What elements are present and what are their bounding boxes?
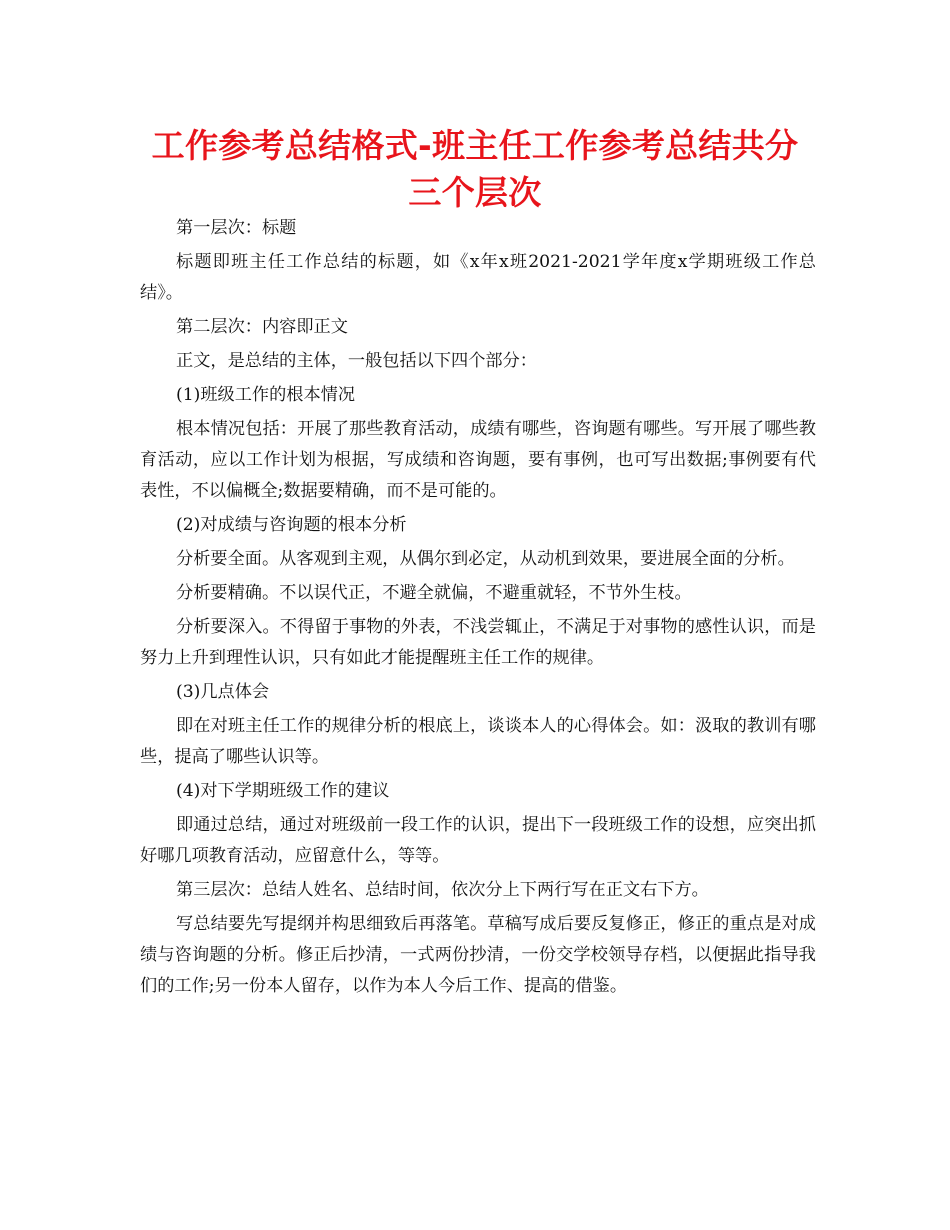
subheading-analysis: (2)对成绩与咨询题的根本分析 xyxy=(176,515,407,535)
paragraph-analysis-comprehensive: 分析要全面。从客观到主观，从偶尔到必定，从动机到效果，要进展全面的分析。 xyxy=(176,549,795,569)
paragraph-analysis-accurate: 分析要精确。不以误代正，不避全就偏，不避重就轻，不节外生枝。 xyxy=(176,583,692,603)
paragraph-body-intro: 正文，是总结的主体，一般包括以下四个部分： xyxy=(176,351,537,371)
subheading-experience: (3)几点体会 xyxy=(176,682,270,702)
heading-level-1: 第一层次：标题 xyxy=(176,218,297,238)
paragraph-experience: 即在对班主任工作的规律分析的根底上，谈谈本人的心得体会。如：汲取的教训有哪些，提高了哪些认识等。 xyxy=(140,716,816,767)
heading-level-3: 第三层次：总结人姓名、总结时间，依次分上下两行写在正文右下方。 xyxy=(176,880,709,900)
document-title: 工作参考总结格式-班主任工作参考总结共分三个层次 xyxy=(151,126,799,212)
subheading-basic-situation: (1)班级工作的根本情况 xyxy=(176,385,356,405)
paragraph-analysis-deep: 分析要深入。不得留于事物的外表，不浅尝辄止，不满足于对事物的感性认识，而是努力上升到理性认识，只有如此才能提醒班主任工作的规律。 xyxy=(140,617,816,668)
heading-level-2: 第二层次：内容即正文 xyxy=(176,317,348,337)
document-body xyxy=(140,213,816,1005)
paragraph-suggestions: 即通过总结，通过对班级前一段工作的认识，提出下一段班级工作的设想，应突出抓好哪几项教育活动，应留意什么，等等。 xyxy=(140,815,816,866)
paragraph-title-explanation: 标题即班主任工作总结的标题，如《x年x班2021-2021学年度x学期班级工作总结》。 xyxy=(140,252,816,303)
paragraph-writing-advice: 写总结要先写提纲并构思细致后再落笔。草稿写成后要反复修正，修正的重点是对成绩与咨询题的分析。修正后抄清，一式两份抄清，一份交学校领导存档，以便据此指导我们的工作;另一份本人留存，以作为本人今后工作、提高的借鉴。 xyxy=(140,914,816,996)
subheading-suggestions: (4)对下学期班级工作的建议 xyxy=(176,781,390,801)
paragraph-basic-situation: 根本情况包括：开展了那些教育活动，成绩有哪些，咨询题有哪些。写开展了哪些教育活动，应以工作计划为根据，写成绩和咨询题，要有事例，也可写出数据;事例要有代表性，不以偏概全;数据要精确，而不是可能的。 xyxy=(140,419,816,501)
